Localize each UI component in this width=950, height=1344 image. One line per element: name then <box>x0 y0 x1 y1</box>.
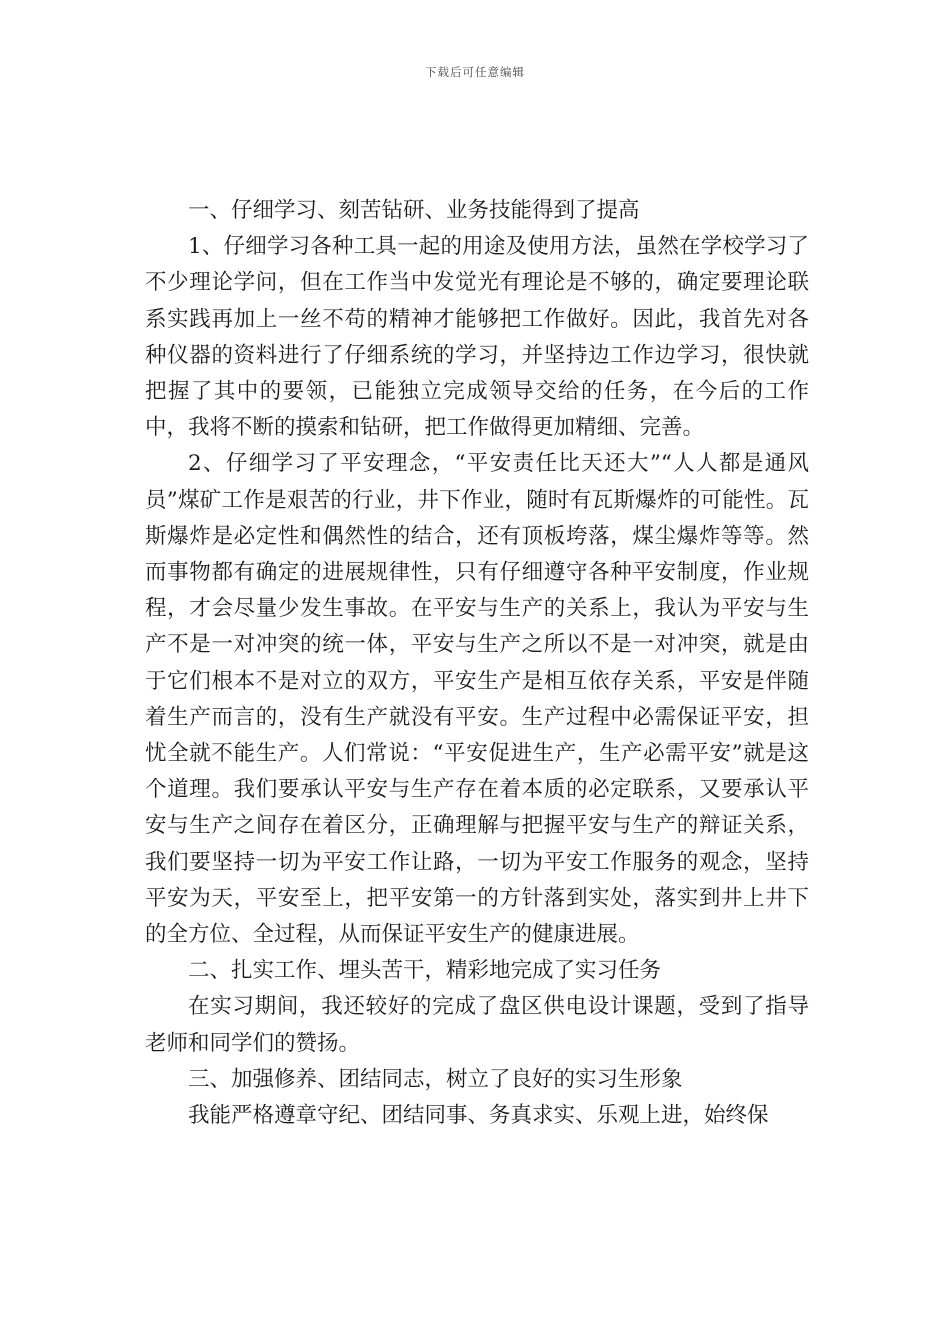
paragraph-4: 我能严格遵章守纪、团结同事、务真求实、乐观上进，始终保 <box>188 1103 769 1129</box>
paragraph-3: 在实习期间，我还较好的完成了盘区供电设计课题，受到了指导老师和同学们的赞扬。 <box>145 994 809 1056</box>
page-header: 下载后可任意编辑 <box>425 65 525 79</box>
section-heading-2: 二、扎实工作、埋头苦干，精彩地完成了实习任务 <box>188 958 662 984</box>
paragraph-2: 2、仔细学习了平安理念，“平安责任比天还大”“人人都是通风员”煤矿工作是艰苦的行业，井下作业，随时有瓦斯爆炸的可能性。瓦斯爆炸是必定性和偶然性的结合，还有顶板垮落，煤尘爆炸等等。然而事物都有确定的进展规律性，只有仔细遵守各种平安制度，作业规程，才会尽量少发生事故。在平安与生产的关系上，我认为平安与生产不是一对冲突的统一体，平安与生产之所以不是一对冲突，就是由于它们根本不是对立的双方，平安生产是相互依存关系，平安是伴随着生产而言的，没有生产就没有平安。生产过程中必需保证平安，担忧全就不能生产。人们常说：“平安促进生产，生产必需平安”就是这个道理。我们要承认平安与生产存在着本质的必定联系，又要承认平安与生产之间存在着区分，正确理解与把握平安与生产的辩证关系，我们要坚持一切为平安工作让路，一切为平安工作服务的观念，坚持平安为天，平安至上，把平安第一的方针落到实处，落实到井上井下的全方位、全过程，从而保证平安生产的健康进展。 <box>145 451 809 948</box>
document-body <box>145 193 809 1134</box>
paragraph-1: 1、仔细学习各种工具一起的用途及使用方法，虽然在学校学习了不少理论学问，但在工作当中发觉光有理论是不够的，确定要理论联系实践再加上一丝不苟的精神才能够把工作做好。因此，我首先对各种仪器的资料进行了仔细系统的学习，并坚持边工作边学习，很快就把握了其中的要领，已能独立完成领导交给的任务，在今后的工作中，我将不断的摸索和钻研，把工作做得更加精细、完善。 <box>145 234 809 441</box>
section-heading-1: 一、仔细学习、刻苦钻研、业务技能得到了提高 <box>188 198 640 223</box>
section-heading-3: 三、加强修养、团结同志，树立了良好的实习生形象 <box>188 1066 683 1092</box>
